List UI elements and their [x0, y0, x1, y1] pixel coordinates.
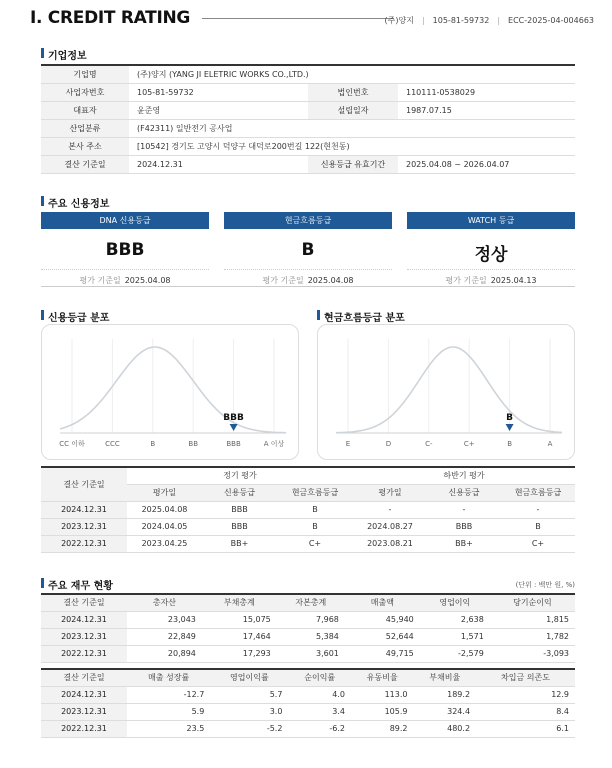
table-cell: BB+ — [202, 535, 277, 552]
col-cash: 현금흐름등급 — [277, 484, 353, 501]
table-row — [41, 137, 575, 155]
table-cell: 2023.08.21 — [353, 535, 427, 552]
financials-title: 주요 재무 현황 — [41, 577, 113, 592]
header-biz-no: 105-81-59732 — [432, 16, 490, 25]
col-header: 부채총계 — [202, 594, 277, 611]
row-settlement-date: 2024.12.31 — [41, 501, 127, 518]
marker-triangle — [506, 424, 514, 431]
tick-label: A — [547, 440, 553, 448]
table-cell: BB+ — [427, 535, 501, 552]
table-cell: 2023.04.25 — [127, 535, 202, 552]
tick-label: BBB — [226, 440, 241, 448]
credit-dist-title: 신용등급 분포 — [41, 309, 109, 324]
table-cell: 20,894 — [127, 645, 202, 662]
col-settlement: 결산 기준일 — [41, 467, 127, 501]
ratings-title: 주요 신용정보 — [41, 195, 109, 210]
credit-dist-chart — [41, 324, 299, 460]
date-value: 2025.04.08 — [124, 276, 171, 285]
distribution-curve — [336, 347, 562, 433]
date-label: 평가 기준일 — [79, 276, 121, 285]
table-header-row — [41, 594, 575, 611]
table-cell: - — [353, 501, 427, 518]
table-cell: 5.7 — [210, 686, 288, 703]
table-cell: 2024.08.27 — [353, 518, 427, 535]
cash-rating-date — [224, 269, 392, 286]
watch-rating-label: WATCH 등급 — [407, 212, 575, 229]
industry-value: (F42311) 일반전기 공사업 — [129, 119, 575, 137]
table-cell: B — [501, 518, 575, 535]
col-header: 차입금 의존도 — [476, 669, 575, 686]
col-header: 영업이익 — [420, 594, 490, 611]
table-cell: 5.9 — [127, 703, 210, 720]
table-cell: 23,043 — [127, 611, 202, 628]
col-header: 자본총계 — [277, 594, 345, 611]
founded-label: 설립일자 — [308, 101, 398, 119]
header-rule — [202, 18, 394, 19]
marker-label: BBB — [223, 413, 244, 423]
table-row — [41, 686, 575, 703]
tick-label: CCC — [105, 440, 120, 448]
marker-label: B — [506, 413, 514, 423]
table-cell: -3,093 — [490, 645, 575, 662]
ceo-value: 윤준영 — [129, 101, 308, 119]
group-half: 하반기 평가 — [353, 467, 575, 484]
table-cell: 105.9 — [351, 703, 414, 720]
table-cell: 45,940 — [345, 611, 420, 628]
table-row — [41, 65, 575, 83]
settlement-value: 2024.12.31 — [129, 155, 308, 173]
financials-unit: (단위 : 백만 원, %) — [515, 581, 575, 589]
table-cell: B — [277, 518, 353, 535]
col-header: 영업이익률 — [210, 669, 288, 686]
col-eval-date: 평가일 — [127, 484, 202, 501]
col-header: 부채비율 — [414, 669, 477, 686]
table-row — [41, 518, 575, 535]
credit-dist-svg — [42, 325, 300, 461]
cash-dist-chart — [317, 324, 575, 460]
row-settlement-date: 2024.12.31 — [41, 686, 127, 703]
table-row — [41, 703, 575, 720]
ratings-divider — [41, 286, 575, 287]
table-cell: 4.0 — [288, 686, 351, 703]
table-cell: 89.2 — [351, 720, 414, 737]
rating-history-table — [41, 466, 575, 553]
table-row — [41, 155, 575, 173]
tick-label: C+ — [463, 440, 475, 448]
dna-rating-label: DNA 신용등급 — [41, 212, 209, 229]
address-label: 본사 주소 — [41, 137, 129, 155]
table-row — [41, 645, 575, 662]
tick-label: B — [150, 440, 156, 448]
company-info-title: 기업정보 — [41, 47, 87, 62]
biz-reg-value: 105-81-59732 — [129, 83, 308, 101]
table-cell: C+ — [501, 535, 575, 552]
corp-reg-value: 110111-0538029 — [398, 83, 575, 101]
table-cell: C+ — [277, 535, 353, 552]
table-cell: 22,849 — [127, 628, 202, 645]
page-title: Ⅰ. CREDIT RATING — [30, 8, 191, 28]
table-cell: BBB — [202, 501, 277, 518]
table-cell: 8.4 — [476, 703, 575, 720]
table-cell: - — [427, 501, 501, 518]
distribution-curve — [60, 347, 286, 433]
table-cell: 7,968 — [277, 611, 345, 628]
col-header: 매출액 — [345, 594, 420, 611]
table-cell: 3.4 — [288, 703, 351, 720]
row-settlement-date: 2023.12.31 — [41, 628, 127, 645]
ceo-label: 대표자 — [41, 101, 129, 119]
col-header: 유동비율 — [351, 669, 414, 686]
col-credit: 신용등급 — [202, 484, 277, 501]
table-cell: 52,644 — [345, 628, 420, 645]
watch-rating-card — [407, 212, 575, 288]
table-row — [41, 535, 575, 552]
col-header: 결산 기준일 — [41, 594, 127, 611]
table-cell: 480.2 — [414, 720, 477, 737]
row-settlement-date: 2022.12.31 — [41, 720, 127, 737]
tick-label: A 이상 — [263, 440, 285, 448]
financials-table-1 — [41, 593, 575, 663]
table-row — [41, 720, 575, 737]
founded-value: 1987.07.15 — [398, 101, 575, 119]
col-header: 결산 기준일 — [41, 669, 127, 686]
company-name-label: 기업명 — [41, 65, 129, 83]
table-cell: 12.9 — [476, 686, 575, 703]
validity-value: 2025.04.08 ~ 2026.04.07 — [398, 155, 575, 173]
tick-label: D — [385, 440, 392, 448]
table-cell: 1,571 — [420, 628, 490, 645]
dna-rating-grade: BBB — [105, 240, 145, 260]
group-regular: 정기 평가 — [127, 467, 353, 484]
date-label: 평가 기준일 — [445, 276, 487, 285]
table-cell: - — [501, 501, 575, 518]
table-cell: 1,782 — [490, 628, 575, 645]
table-cell: 15,075 — [202, 611, 277, 628]
industry-label: 산업분류 — [41, 119, 129, 137]
header-company: (주)양지 — [384, 16, 414, 25]
row-settlement-date: 2023.12.31 — [41, 703, 127, 720]
col-header: 총자산 — [127, 594, 202, 611]
company-name-value: (주)양지 (YANG JI ELETRIC WORKS CO.,LTD.) — [129, 65, 575, 83]
table-cell: 23.5 — [127, 720, 210, 737]
watch-rating-date — [407, 269, 575, 286]
date-value: 2025.04.13 — [490, 276, 537, 285]
table-cell: -2,579 — [420, 645, 490, 662]
table-cell: 17,293 — [202, 645, 277, 662]
table-row — [41, 611, 575, 628]
dna-rating-date — [41, 269, 209, 286]
page-header — [30, 8, 594, 30]
tick-label: B — [507, 440, 513, 448]
table-cell: -5.2 — [210, 720, 288, 737]
date-label: 평가 기준일 — [262, 276, 304, 285]
table-cell: 189.2 — [414, 686, 477, 703]
cash-rating-card — [224, 212, 392, 288]
tick-label: E — [345, 440, 351, 448]
biz-reg-label: 사업자번호 — [41, 83, 129, 101]
col-header: 매출 성장률 — [127, 669, 210, 686]
table-row — [41, 501, 575, 518]
col-eval-date: 평가일 — [353, 484, 427, 501]
cash-dist-svg — [318, 325, 576, 461]
table-row — [41, 119, 575, 137]
table-cell: 2025.04.08 — [127, 501, 202, 518]
tick-label: BB — [188, 440, 199, 448]
col-credit: 신용등급 — [427, 484, 501, 501]
table-header-row — [41, 669, 575, 686]
settlement-label: 결산 기준일 — [41, 155, 129, 173]
table-cell: 6.1 — [476, 720, 575, 737]
table-cell: BBB — [427, 518, 501, 535]
table-cell: 5,384 — [277, 628, 345, 645]
table-cell: B — [277, 501, 353, 518]
table-row — [41, 83, 575, 101]
table-cell: 324.4 — [414, 703, 477, 720]
table-cell: 2,638 — [420, 611, 490, 628]
table-cell: 113.0 — [351, 686, 414, 703]
cash-dist-title: 현금흐름등급 분포 — [317, 309, 405, 324]
col-header: 순이익률 — [288, 669, 351, 686]
corp-reg-label: 법인번호 — [308, 83, 398, 101]
row-settlement-date: 2024.12.31 — [41, 611, 127, 628]
table-cell: 17,464 — [202, 628, 277, 645]
row-settlement-date: 2022.12.31 — [41, 645, 127, 662]
table-cell: 1,815 — [490, 611, 575, 628]
financials-table-2 — [41, 668, 575, 738]
date-value: 2025.04.08 — [307, 276, 354, 285]
table-row — [41, 628, 575, 645]
col-header: 당기순이익 — [490, 594, 575, 611]
cash-rating-label: 현금흐름등급 — [224, 212, 392, 229]
row-settlement-date: 2022.12.31 — [41, 535, 127, 552]
watch-rating-grade: 정상 — [474, 245, 508, 265]
company-info-table — [41, 64, 575, 174]
cash-rating-grade: B — [301, 240, 315, 260]
table-cell: 49,715 — [345, 645, 420, 662]
ratings-panel — [41, 212, 575, 288]
address-value: [10542] 경기도 고양시 덕양구 대덕로200번길 122(현천동) — [129, 137, 575, 155]
table-cell: -12.7 — [127, 686, 210, 703]
tick-label: C- — [425, 440, 433, 448]
tick-label: CC 이하 — [59, 440, 85, 448]
validity-label: 신용등급 유효기간 — [308, 155, 398, 173]
table-header-row — [41, 467, 575, 484]
header-meta: (주)양지 | 105-81-59732 | ECC-2025-04-004663 — [384, 16, 594, 25]
table-cell: BBB — [202, 518, 277, 535]
row-settlement-date: 2023.12.31 — [41, 518, 127, 535]
marker-triangle — [230, 424, 238, 431]
table-cell: 3.0 — [210, 703, 288, 720]
table-cell: 2024.04.05 — [127, 518, 202, 535]
col-cash: 현금흐름등급 — [501, 484, 575, 501]
table-cell: -6.2 — [288, 720, 351, 737]
header-doc-no: ECC-2025-04-004663 — [508, 16, 594, 25]
table-row — [41, 101, 575, 119]
dna-rating-card — [41, 212, 209, 288]
table-cell: 3,601 — [277, 645, 345, 662]
